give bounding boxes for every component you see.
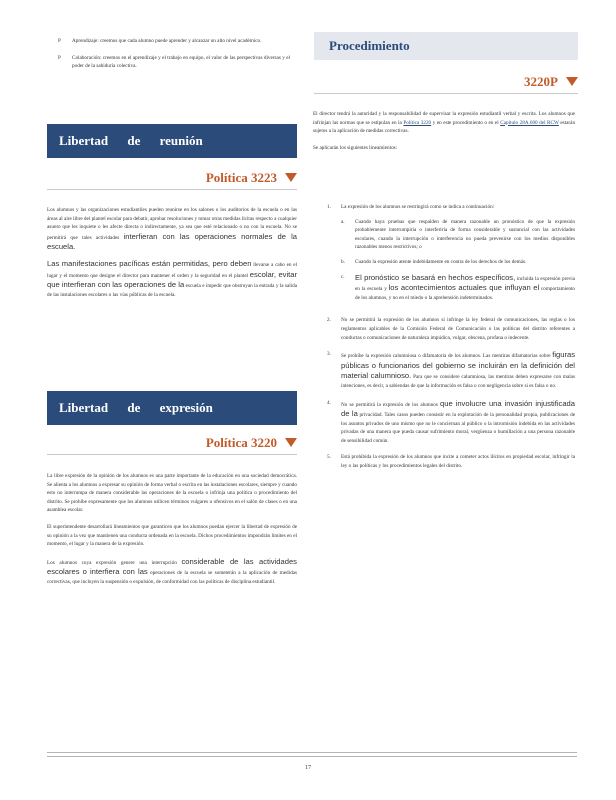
list-item	[327, 350, 575, 390]
text-run: comportamiento de los alumnos, y no en el miedo o la aprehensión indeterminados.	[355, 286, 575, 301]
procedure-banner	[314, 32, 578, 60]
text-run-emphasis: que involucre una invasión injustificada de la	[341, 398, 575, 419]
sub-text: Cuando haya pruebas que respalden de manera razonable un pronóstico de que la expresión probablemente interrumpiría o interferiría de forma considerable y sustancial con las actividades escolares, cuando la interrupción o interferencia no pueda prevenirse con los medios disponibles razonables menos restrictivos; o	[355, 218, 575, 251]
sub-item	[341, 218, 575, 252]
item-text	[341, 399, 575, 446]
text-run: Los alumnos cuya expresión genere una interrupción	[47, 559, 177, 566]
policy-heading	[47, 433, 297, 455]
text-run: El director tendrá la autoridad y la responsabilidad de supervisar la expresión estudiantil verbal y escrita. Los alumnos que infrinjan las normas que se estipulan en la	[313, 111, 575, 126]
text-run: No se permitirá la expresión de los alumnos	[341, 401, 438, 408]
item-text	[341, 350, 575, 390]
item-text: No se permitirá la expresión de los alumnos si infringe la ley federal de comunicaciones, las reglas o los reglamentos aplicables de la Comisión Federal de Comunicación o las políticas del distrito referentes a conductas o comunicaciones de naturaleza impúdica, vulgar, obscena, profana o indecente.	[341, 317, 575, 341]
assembly-paragraph	[47, 259, 297, 299]
text-run: escuela e impedir que obstruyan la entrada y la salida de las instalaciones escolares o las vías públicas de la escuela.	[47, 283, 298, 298]
expression-body	[47, 472, 297, 587]
item-number: 1.	[327, 204, 331, 210]
procedure-policy-heading	[314, 72, 578, 94]
section-title: Libertad de expresión	[59, 400, 213, 415]
list-item	[327, 399, 575, 446]
policy-number: Política 3220	[205, 434, 277, 450]
item-number: 5.	[327, 454, 331, 461]
policy-link[interactable]: Política 3220	[403, 119, 432, 126]
procedure-title: Procedimiento	[329, 38, 410, 53]
section-banner-expression	[47, 391, 297, 425]
sub-letter: b.	[341, 258, 345, 265]
footer-rule	[47, 756, 577, 757]
list-item	[327, 316, 575, 342]
intro-paragraph	[313, 110, 575, 136]
text-run: estarán sujetos a la aplicación de medidas correctivas.	[313, 119, 576, 135]
guidelines-heading: Se aplicarán los siguientes lineamientos:	[313, 144, 398, 151]
sub-letter: a.	[341, 218, 345, 225]
text-run-emphasis: escolar, evitar que interfieran con las operaciones de la	[47, 269, 298, 290]
guidelines-list	[327, 203, 575, 479]
bullet-item	[58, 54, 290, 71]
text-run-emphasis: Las manifestaciones pacíficas están permitidas, pero deben	[47, 258, 252, 268]
expression-paragraph: La libre expresión de la opinión de los alumnos es una parte importante de la educación en una sociedad democrática. Se alienta a los alumnos a expresar su opinión de forma verbal o escrita en las instalaciones escolares, siempre y cuando esto no interrumpa de manera considerable las operaciones de la escuela o infrinja una política o procedimiento del distrito. Se prohíbe expresamente que los alumnos utilicen términos vulgares u ofensivos en el salón de clases o en una asamblea escolar.	[47, 473, 297, 514]
policy-heading	[47, 168, 297, 190]
text-run-emphasis: El pronóstico se basará en hechos específicos,	[355, 272, 516, 282]
text-run-emphasis: considerable de las actividades escolares o interfiera con las	[47, 556, 297, 577]
policy-number: 3220P	[524, 73, 558, 89]
rcw-link[interactable]: Capítulo 28A.600 del RCW	[500, 119, 559, 126]
sub-item	[341, 258, 575, 267]
bullet-text: Aprendizaje: creemos que cada alumno puede aprender y alcanzar un alto nivel académico.	[72, 38, 262, 44]
text-run: llevarse a cabo en el lugar y el momento que designe el director para mantener el orden y la seguridad en el plantel	[47, 261, 298, 279]
page-number: 17	[305, 765, 311, 771]
expression-paragraph	[47, 557, 297, 587]
sub-text: Cuando la expresión atente indebidamente en contra de los derechos de los demás.	[355, 258, 527, 265]
assembly-body	[47, 206, 297, 299]
sub-text	[355, 273, 575, 303]
bullet-item	[58, 37, 290, 46]
text-run: Los alumnos y las organizaciones estudiantiles pueden reunirse en los salones o los auditorios de la escuela o en las áreas al aire libre del plantel escolar para debatir, aprobar resoluciones y tomar otras medidas lícitas respecto a cualquier asunto que les inquiete o les afecte directa o indirectamente, ya sea que esté relacionado o no con la escuela. No se permitirá que tales actividades	[47, 207, 297, 241]
item-number: 2.	[327, 317, 331, 324]
expression-paragraph: El superintendente desarrollará lineamientos que garanticen que los alumnos puedan ejercer la libertad de expresión de su opinión a la vez que mantienen una conducta ordenada en la escuela. Dichos procedimientos impondrán límites en el momento, el lugar y la manera de la expresión.	[47, 523, 297, 548]
item-number: 4.	[327, 399, 331, 406]
assembly-paragraph	[47, 206, 297, 253]
text-run-emphasis: interfieran con las operaciones normales de la escuela.	[47, 231, 298, 252]
sub-letter: c.	[341, 273, 345, 280]
bullet-symbol: P	[58, 38, 61, 44]
bullet-text: Colaboración: creemos en el aprendizaje y el trabajo en equipo, el valor de las perspectivas diversas y el poder de la sabiduría colectiva.	[72, 54, 290, 70]
sub-item	[341, 273, 575, 303]
section-title: Libertad de reunión	[59, 133, 203, 148]
section-banner-assembly	[47, 124, 297, 158]
procedure-intro	[313, 110, 575, 152]
footer-rule	[47, 752, 577, 753]
item-number: 3.	[327, 351, 331, 358]
triangle-down-icon	[285, 438, 297, 447]
policy-number: Política 3223	[205, 169, 277, 185]
bullet-symbol: P	[58, 54, 61, 61]
text-run-emphasis: los acontecimientos actuales que influyan el	[388, 283, 540, 293]
text-run: operaciones de la escuela se someterán a la aplicación de medidas correctivas, que incluyen la suspensión o expulsión, de conformidad con las políticas de disciplina estudiantil.	[47, 570, 297, 585]
values-bullet-list	[58, 37, 290, 79]
triangle-down-icon	[566, 77, 578, 86]
item-text: Está prohibida la expresión de los alumnos que incite a cometer actos ilícitos en propiedad escolar, infringir la ley o las políticas y los procedimientos legales del distrito.	[341, 454, 575, 470]
text-run: Para que se considere calumniosa, las mentiras deben expresarse con malas intenciones, es decir, a sabiendas de que la información es falsa o con negligencia sobre si es falsa o no.	[341, 374, 576, 389]
text-run-emphasis: figuras públicas o funcionarios del gobierno se incluirán en la definición del material calumnioso.	[341, 350, 575, 381]
item-text: La expresión de los alumnos se restringirá como se indica a continuación:	[341, 204, 495, 210]
text-run: privacidad. Tales casos pueden consistir en la explotación de la personalidad propia, publicaciones de los asuntos privados de uno mismo que no le conciernan al público o la intromisión indebida en las actividades privadas de una manera que pueda causar sufrimiento moral, vergüenza o humillación a una persona razonable de sensibilidad común.	[341, 412, 576, 444]
text-run: y en este procedimiento o en el	[432, 119, 499, 126]
triangle-down-icon	[285, 173, 297, 182]
text-run: Se prohíbe la expresión calumniosa o difamatoria de los alumnos. Las mentiras difamatorias sobre	[341, 353, 551, 360]
list-item	[327, 453, 575, 470]
text-run: incluida la expresión previa en la escuela y	[355, 275, 575, 293]
list-item	[327, 203, 575, 308]
